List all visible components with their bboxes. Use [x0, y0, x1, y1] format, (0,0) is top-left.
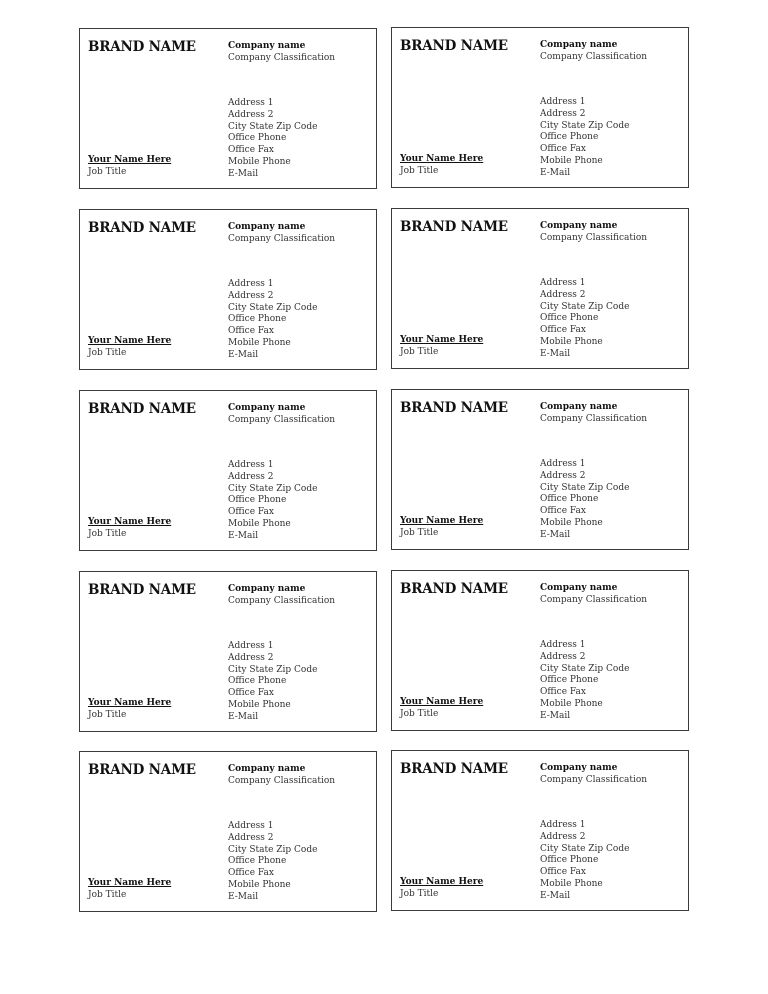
contact-line: Mobile Phone [228, 337, 291, 348]
contact-line: Office Fax [540, 144, 586, 155]
job-title: Job Title [88, 167, 127, 177]
contact-line: Address 1 [228, 641, 274, 651]
contact-line: Office Fax [228, 145, 274, 156]
contact-line: Address 1 [540, 459, 586, 469]
contact-line: Mobile Phone [540, 336, 603, 347]
job-title: Job Title [400, 166, 439, 176]
company-classification: Company Classification [228, 776, 336, 786]
contact-line: Office Phone [540, 675, 599, 686]
company-block [228, 402, 335, 426]
brand-name: BRAND NAME [400, 219, 508, 235]
contact-line: Address 1 [228, 279, 274, 289]
contact-block [540, 820, 629, 903]
contact-line: Office Phone [228, 314, 287, 325]
contact-line: Address 2 [540, 651, 586, 662]
contact-line: City State Zip Code [228, 302, 318, 313]
company-classification: Company Classification [540, 414, 648, 424]
job-title: Job Title [400, 528, 439, 538]
contact-line: Address 1 [228, 98, 274, 108]
company-block [540, 762, 647, 786]
contact-line: Mobile Phone [540, 155, 603, 166]
person-name: Your Name Here [88, 878, 172, 888]
person-block [400, 515, 483, 539]
person-name: Your Name Here [88, 336, 172, 346]
contact-line: E-Mail [540, 529, 571, 540]
contact-line: E-Mail [228, 530, 259, 541]
contact-line: Mobile Phone [228, 879, 291, 890]
contact-block [228, 460, 317, 543]
contact-line: Office Fax [540, 506, 586, 517]
person-block [400, 334, 483, 358]
business-card [79, 751, 377, 912]
brand-name: BRAND NAME [88, 39, 196, 55]
company-block [540, 220, 647, 244]
contact-line: Office Phone [228, 495, 287, 506]
contact-line: Address 1 [540, 640, 586, 650]
brand-name: BRAND NAME [400, 38, 508, 54]
contact-line: Office Fax [540, 687, 586, 698]
job-title: Job Title [400, 347, 439, 357]
contact-line: Office Fax [228, 507, 274, 518]
contact-line: City State Zip Code [228, 664, 318, 675]
contact-line: Address 1 [228, 821, 274, 831]
company-name: Company name [228, 41, 306, 51]
contact-line: Mobile Phone [228, 156, 291, 167]
brand-name: BRAND NAME [88, 762, 196, 778]
person-name: Your Name Here [88, 698, 172, 708]
contact-line: City State Zip Code [228, 121, 318, 132]
company-name: Company name [540, 40, 618, 50]
company-name: Company name [228, 584, 306, 594]
person-block [88, 335, 171, 359]
contact-line: Address 1 [540, 820, 586, 830]
company-block [540, 39, 647, 63]
person-name: Your Name Here [88, 155, 172, 165]
contact-line: Address 2 [228, 290, 274, 301]
job-title: Job Title [88, 710, 127, 720]
contact-line: Office Phone [228, 133, 287, 144]
contact-line: Office Phone [540, 313, 599, 324]
contact-line: City State Zip Code [540, 482, 630, 493]
person-block [88, 697, 171, 721]
contact-line: E-Mail [228, 168, 259, 179]
contact-line: Office Phone [540, 855, 599, 866]
contact-line: Address 2 [540, 108, 586, 119]
person-block [400, 696, 483, 720]
brand-name: BRAND NAME [88, 582, 196, 598]
contact-line: E-Mail [228, 349, 259, 360]
company-name: Company name [228, 764, 306, 774]
company-classification: Company Classification [540, 595, 648, 605]
contact-block [540, 459, 629, 542]
contact-line: City State Zip Code [228, 483, 318, 494]
contact-line: Address 2 [540, 289, 586, 300]
company-block [228, 763, 335, 787]
company-name: Company name [228, 403, 306, 413]
contact-line: E-Mail [228, 711, 259, 722]
contact-line: City State Zip Code [540, 663, 630, 674]
contact-block [540, 278, 629, 361]
company-classification: Company Classification [540, 775, 648, 785]
contact-line: Office Fax [228, 326, 274, 337]
person-name: Your Name Here [88, 517, 172, 527]
job-title: Job Title [88, 348, 127, 358]
contact-line: Mobile Phone [228, 518, 291, 529]
brand-name: BRAND NAME [88, 220, 196, 236]
business-card [79, 209, 377, 370]
brand-name: BRAND NAME [88, 401, 196, 417]
business-card [391, 208, 689, 369]
contact-line: City State Zip Code [540, 120, 630, 131]
contact-line: Mobile Phone [540, 517, 603, 528]
company-name: Company name [540, 221, 618, 231]
company-name: Company name [540, 583, 618, 593]
contact-line: Address 1 [540, 97, 586, 107]
contact-line: Office Fax [228, 868, 274, 879]
contact-line: Office Phone [540, 494, 599, 505]
person-name: Your Name Here [400, 697, 484, 707]
business-card [79, 28, 377, 189]
contact-line: Address 2 [540, 831, 586, 842]
person-name: Your Name Here [400, 335, 484, 345]
brand-name: BRAND NAME [400, 761, 508, 777]
contact-line: Address 2 [228, 109, 274, 120]
contact-line: Address 2 [228, 832, 274, 843]
contact-line: Mobile Phone [540, 698, 603, 709]
contact-line: Office Phone [540, 132, 599, 143]
company-block [540, 401, 647, 425]
business-card [391, 750, 689, 911]
person-block [88, 877, 171, 901]
contact-line: Office Phone [228, 676, 287, 687]
job-title: Job Title [88, 529, 127, 539]
job-title: Job Title [400, 889, 439, 899]
job-title: Job Title [400, 709, 439, 719]
company-classification: Company Classification [228, 53, 336, 63]
contact-line: Office Phone [228, 856, 287, 867]
contact-line: E-Mail [540, 348, 571, 359]
company-name: Company name [540, 402, 618, 412]
contact-block [540, 97, 629, 180]
person-name: Your Name Here [400, 154, 484, 164]
contact-line: Mobile Phone [540, 878, 603, 889]
contact-line: Address 1 [540, 278, 586, 288]
contact-line: Office Fax [228, 688, 274, 699]
business-card [79, 390, 377, 551]
person-name: Your Name Here [400, 516, 484, 526]
company-classification: Company Classification [540, 233, 648, 243]
contact-line: Address 1 [228, 460, 274, 470]
company-block [228, 583, 335, 607]
company-name: Company name [540, 763, 618, 773]
brand-name: BRAND NAME [400, 581, 508, 597]
company-classification: Company Classification [228, 234, 336, 244]
contact-line: E-Mail [228, 891, 259, 902]
contact-block [228, 98, 317, 181]
person-block [88, 154, 171, 178]
contact-line: E-Mail [540, 167, 571, 178]
contact-line: Office Fax [540, 867, 586, 878]
business-card [391, 27, 689, 188]
company-block [540, 582, 647, 606]
job-title: Job Title [88, 890, 127, 900]
contact-block [228, 279, 317, 362]
contact-line: E-Mail [540, 710, 571, 721]
company-name: Company name [228, 222, 306, 232]
contact-line: Address 2 [540, 470, 586, 481]
person-block [88, 516, 171, 540]
person-block [400, 153, 483, 177]
contact-line: Address 2 [228, 471, 274, 482]
business-card [391, 389, 689, 550]
company-classification: Company Classification [228, 596, 336, 606]
contact-line: City State Zip Code [228, 844, 318, 855]
contact-line: City State Zip Code [540, 301, 630, 312]
business-card [79, 571, 377, 732]
contact-line: City State Zip Code [540, 843, 630, 854]
company-classification: Company Classification [228, 415, 336, 425]
company-block [228, 40, 335, 64]
contact-block [228, 821, 317, 904]
contact-line: Mobile Phone [228, 699, 291, 710]
brand-name: BRAND NAME [400, 400, 508, 416]
company-classification: Company Classification [540, 52, 648, 62]
contact-line: Office Fax [540, 325, 586, 336]
person-name: Your Name Here [400, 877, 484, 887]
person-block [400, 876, 483, 900]
contact-block [228, 641, 317, 724]
business-card [391, 570, 689, 731]
contact-line: E-Mail [540, 890, 571, 901]
contact-line: Address 2 [228, 652, 274, 663]
contact-block [540, 640, 629, 723]
company-block [228, 221, 335, 245]
